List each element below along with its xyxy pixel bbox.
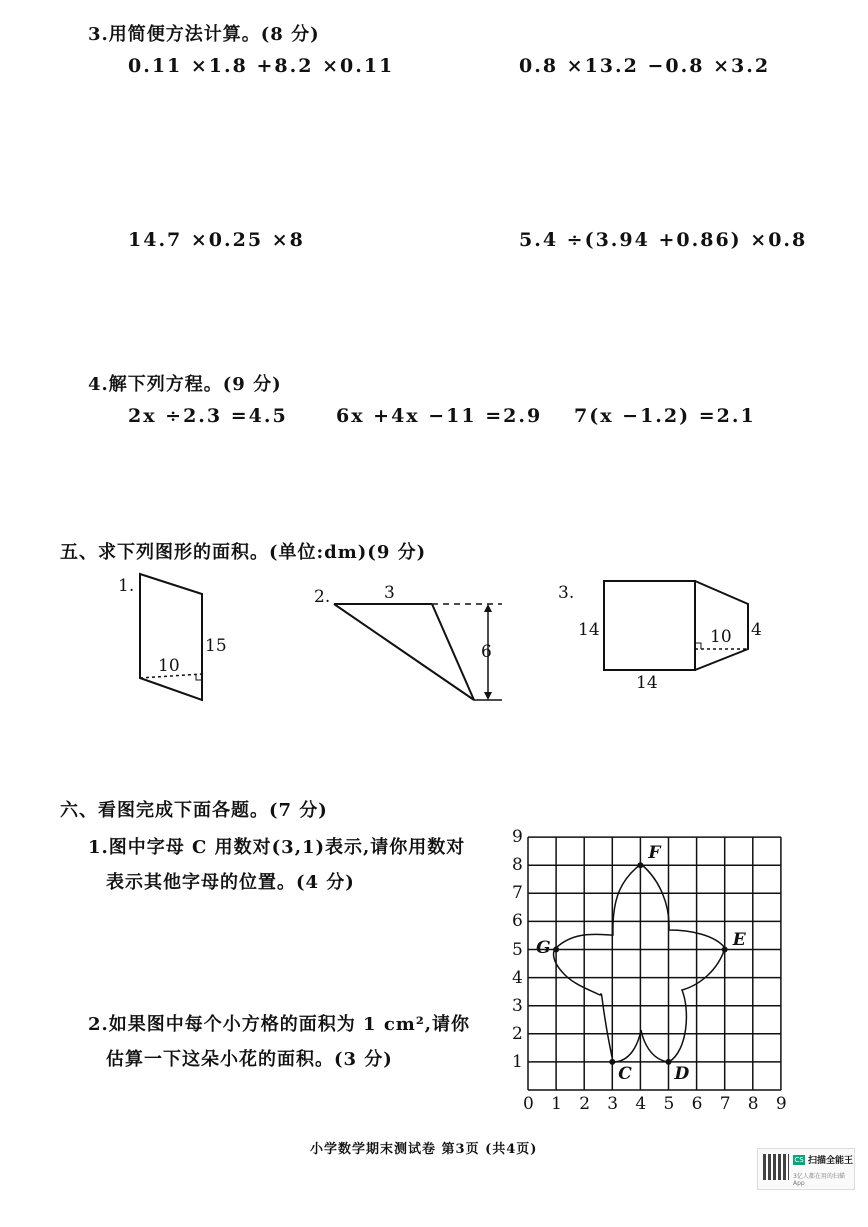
cs-logo-icon: CS (794, 1156, 804, 1164)
point-G (553, 947, 559, 953)
fig2-top-label: 3 (384, 583, 395, 603)
point-E (722, 947, 728, 953)
y-tick-label: 4 (512, 967, 523, 988)
fig1-side-label: 15 (205, 636, 227, 656)
badge-subtitle: 3亿人都在用的扫描App (793, 1173, 845, 1187)
q4-title: 4.解下列方程。(9 分) (88, 374, 282, 395)
x-tick-label: 5 (663, 1094, 675, 1114)
point-label-D: D (674, 1063, 690, 1084)
arrow-head-down (484, 692, 492, 700)
x-tick-label: 6 (691, 1094, 703, 1114)
q4-eq-2: 6x +4x −11 =2.9 (336, 405, 543, 427)
point-F (637, 862, 643, 868)
fig2-number: 2. (314, 587, 331, 607)
fig3-left-label: 14 (578, 620, 600, 640)
y-tick-label: 3 (512, 995, 523, 1016)
fig1-base-label: 10 (158, 656, 180, 676)
point-label-G: G (536, 937, 551, 958)
s6-p2-line1: 2.如果图中每个小方格的面积为 1 cm²,请你 (88, 1014, 471, 1035)
q3-title: 3.用简便方法计算。(8 分) (88, 24, 320, 45)
fig3-mid-label: 10 (710, 627, 732, 647)
scanner-badge (757, 1148, 855, 1190)
parallelogram-figure (140, 574, 202, 700)
y-tick-label: 9 (512, 827, 523, 848)
x-tick-label: 7 (719, 1094, 731, 1114)
s6-p1-line1: 1.图中字母 C 用数对(3,1)表示,请你用数对 (88, 837, 466, 858)
point-label-F: F (648, 843, 661, 864)
point-D (666, 1059, 672, 1065)
x-tick-label: 2 (579, 1094, 591, 1114)
q4-eq-1: 2x ÷2.3 =4.5 (128, 405, 288, 427)
q3-expr-4: 5.4 ÷(3.94 +0.86) ×0.8 (519, 229, 808, 251)
badge-title: 扫描全能王 (808, 1156, 854, 1166)
y-tick-label: 2 (512, 1023, 523, 1044)
s5-title: 五、求下列图形的面积。(单位:dm)(9 分) (60, 542, 427, 563)
qr-code-icon (763, 1154, 789, 1180)
y-tick-label: 5 (512, 939, 523, 960)
point-label-C: C (618, 1063, 632, 1084)
q3-expr-1: 0.11 ×1.8 +8.2 ×0.11 (128, 55, 395, 77)
fig3-right-label: 4 (751, 620, 762, 640)
y-tick-label: 8 (512, 855, 523, 876)
trapezoid-figure (695, 581, 748, 670)
x-tick-label: 9 (775, 1094, 787, 1114)
x-tick-label: 3 (607, 1094, 619, 1114)
arrow-head-up (484, 604, 492, 612)
x-tick-label: 0 (523, 1094, 534, 1114)
s6-title: 六、看图完成下面各题。(7 分) (60, 800, 328, 821)
q3-expr-3: 14.7 ×0.25 ×8 (128, 229, 305, 251)
point-C (609, 1059, 615, 1065)
y-tick-label: 1 (512, 1051, 523, 1072)
y-tick-label: 7 (512, 883, 523, 904)
point-label-E: E (732, 929, 746, 950)
q4-eq-3: 7(x −1.2) =2.1 (574, 405, 756, 427)
q3-expr-2: 0.8 ×13.2 −0.8 ×3.2 (519, 55, 771, 77)
x-tick-label: 8 (747, 1094, 759, 1114)
fig2-height-label: 6 (481, 642, 492, 662)
x-tick-label: 4 (635, 1094, 647, 1114)
page-footer: 小学数学期末测试卷 第3页 (共4页) (310, 1142, 538, 1157)
fig3-bottom-label: 14 (636, 673, 658, 693)
square-figure (604, 581, 695, 670)
y-tick-label: 6 (512, 911, 523, 932)
fig3-number: 3. (558, 583, 575, 603)
s6-p2-line2: 估算一下这朵小花的面积。(3 分) (106, 1049, 393, 1070)
coordinate-grid (528, 837, 781, 1090)
fig1-number: 1. (118, 576, 135, 596)
x-tick-label: 1 (551, 1094, 562, 1114)
s6-p1-line2: 表示其他字母的位置。(4 分) (106, 872, 355, 893)
